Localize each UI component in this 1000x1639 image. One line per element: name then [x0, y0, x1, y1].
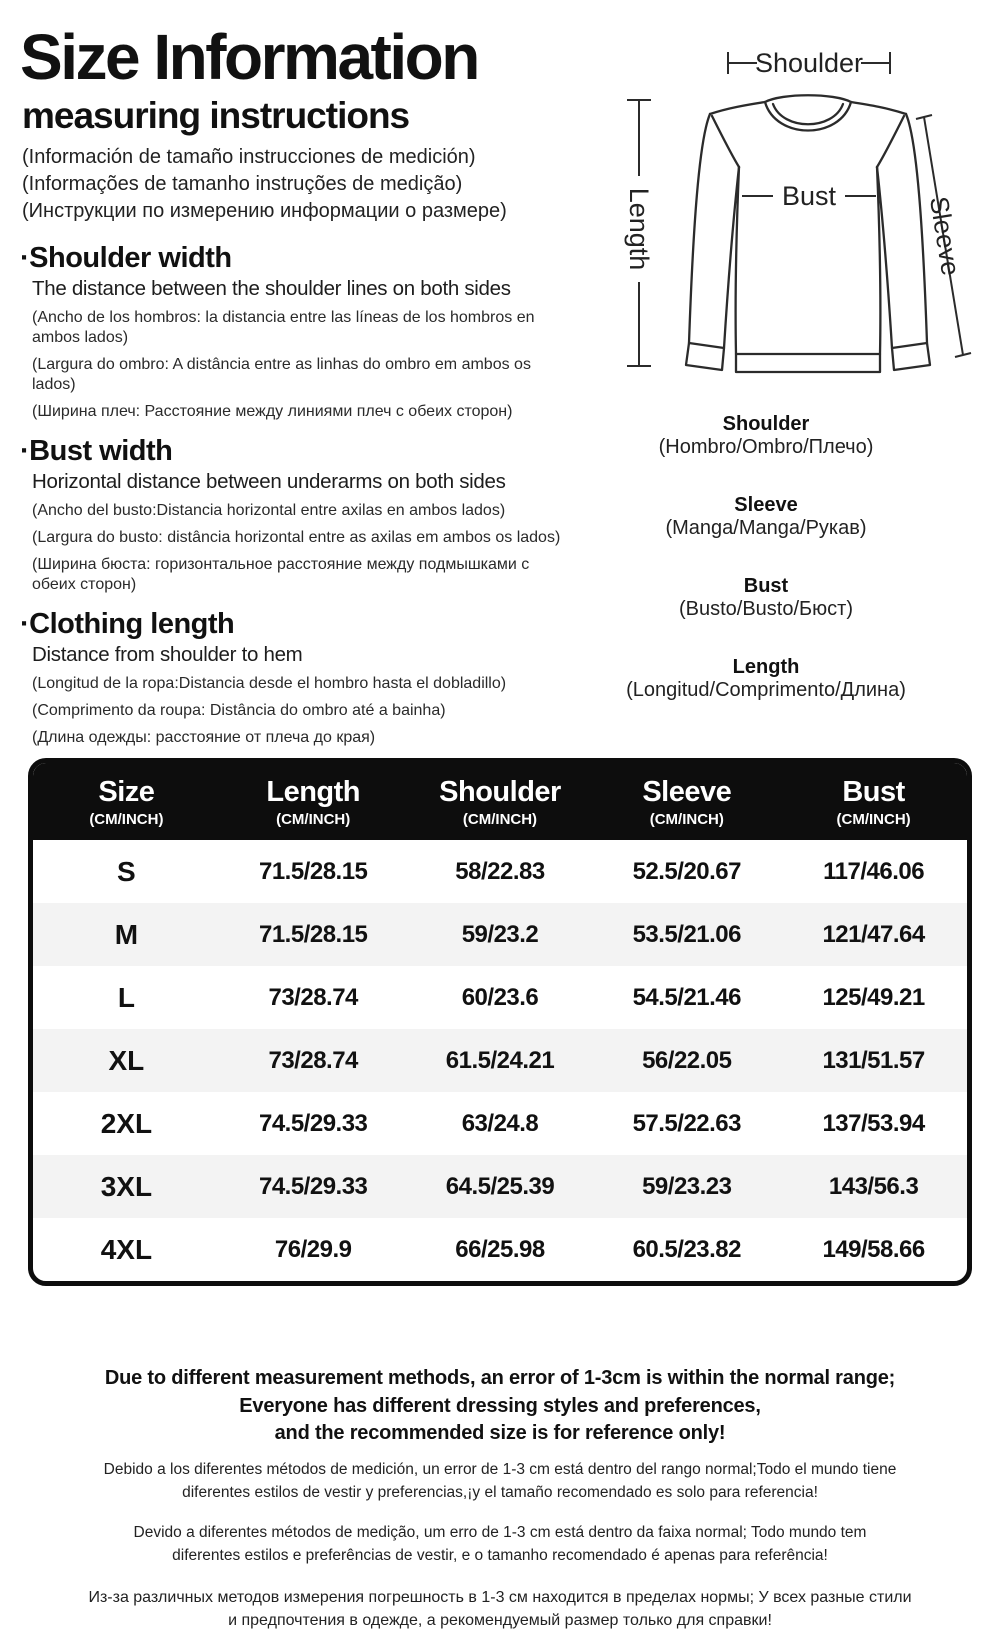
page-title: Size Information — [20, 21, 478, 93]
footer-line: and the recommended size is for reference only! — [274, 1422, 726, 1444]
table-row — [33, 966, 967, 1029]
column-header: Sleeve (CM/INCH) — [642, 776, 732, 828]
measure-sections — [20, 241, 582, 760]
footer-line: Debido a los diferentes métodos de medición, un error de 1-3 cm está dentro del rango normal;Todo el mundo tiene — [103, 1461, 897, 1478]
footer-note-russian — [0, 1587, 1000, 1632]
page-subtitle: measuring instructions — [22, 95, 410, 137]
footer-note-portuguese — [0, 1522, 1000, 1567]
legend-name: Shoulder — [722, 413, 810, 435]
measurement-cell: 76/29.9 — [274, 1235, 352, 1263]
size-cell: 2XL — [100, 1107, 153, 1139]
column-header: Length (CM/INCH) — [266, 776, 361, 828]
measurement-cell: 60.5/23.82 — [632, 1235, 741, 1263]
legend-item-length — [556, 655, 976, 702]
size-cell: 3XL — [100, 1170, 153, 1202]
measure-section-bust — [20, 434, 582, 595]
section-heading: ·Clothing length — [20, 608, 235, 640]
size-cell: S — [117, 855, 136, 887]
section-translation-pt: (Largura do busto: distância horizontal entre as axilas em ambos os lados) — [32, 529, 561, 546]
measurement-cell: 121/47.64 — [822, 920, 925, 948]
footer-note-english — [0, 1365, 1000, 1448]
footer-line: diferentes estilos e preferências de vestir, e o tamanho recomendado é apenas para referência! — [172, 1546, 828, 1564]
measurement-cell: 125/49.21 — [822, 983, 925, 1011]
measurement-cell: 74.5/29.33 — [258, 1109, 368, 1137]
diagram-label-length: Length — [624, 187, 654, 271]
section-description: Horizontal distance between underarms on both sides — [32, 470, 506, 493]
column-header: Shoulder (CM/INCH) — [439, 776, 561, 828]
footer-line: Devido a diferentes métodos de medição, um erro de 1-3 cm está dentro da faixa normal; Todo mundo tem — [133, 1524, 867, 1541]
measurement-cell: 53.5/21.06 — [632, 920, 741, 948]
measurement-cell: 66/25.98 — [455, 1235, 545, 1263]
size-cell: 4XL — [100, 1233, 153, 1265]
title-translation-es: (Información de tamaño instrucciones de medición) — [22, 146, 476, 169]
size-cell: M — [114, 918, 139, 950]
measurement-cell: 117/46.06 — [823, 857, 925, 885]
diagram-label-shoulder: Shoulder — [754, 48, 864, 78]
measurement-cell: 52.5/20.67 — [632, 857, 741, 885]
measurement-cell: 57.5/22.63 — [632, 1109, 741, 1137]
section-translation-es: (Ancho del busto:Distancia horizontal entre axilas en ambos lados) — [32, 502, 506, 519]
diagram-label-sleeve: Sleeve — [923, 194, 967, 278]
measurement-cell: 71.5/28.15 — [258, 920, 368, 948]
measurement-cell: 61.5/24.21 — [445, 1046, 555, 1074]
table-row — [33, 903, 967, 966]
measurement-cell: 143/56.3 — [828, 1172, 919, 1200]
size-cell: L — [117, 981, 135, 1013]
measurement-cell: 60/23.6 — [461, 983, 539, 1011]
section-heading: ·Shoulder width — [20, 242, 232, 274]
table-row — [33, 840, 967, 903]
measurement-cell: 59/23.23 — [642, 1172, 732, 1200]
section-translation-ru: (Ширина плеч: Расстояние между линиями плеч с обеих сторон) — [32, 403, 513, 420]
legend-translation: (Manga/Manga/Рукав) — [665, 517, 867, 539]
section-translation-es: (Longitud de la ropa:Distancia desde el hombro hasta el dobladillo) — [32, 675, 507, 692]
measurement-cell: 74.5/29.33 — [258, 1172, 368, 1200]
measurement-cell: 59/23.2 — [461, 920, 539, 948]
size-table-header-row — [33, 763, 967, 840]
section-translation-es: (Ancho de los hombros: la distancia entre las líneas de los hombros en ambos lados) — [32, 309, 535, 346]
measurement-cell: 71.5/28.15 — [258, 857, 368, 885]
section-translation-pt: (Comprimento da roupa: Distância do ombro até a bainha) — [32, 702, 446, 719]
title-block — [20, 21, 580, 225]
legend-item-bust — [556, 574, 976, 621]
measurement-cell: 63/24.8 — [461, 1109, 539, 1137]
table-row — [33, 1155, 967, 1218]
measure-section-shoulder — [20, 241, 582, 422]
size-table — [28, 758, 972, 1286]
footer-line: Everyone has different dressing styles and preferences, — [239, 1394, 761, 1417]
footer-line: Due to different measurement methods, an error of 1-3cm is within the normal range; — [104, 1367, 896, 1389]
footer-note-spanish — [0, 1459, 1000, 1504]
measure-section-length — [20, 607, 582, 748]
legend-translation: (Longitud/Comprimento/Длина) — [626, 679, 906, 701]
sweater-diagram — [560, 18, 1000, 403]
footer-line: и предпочтения в одежде, а рекомендуемый размер только для справки! — [228, 1611, 772, 1629]
measurement-cell: 56/22.05 — [642, 1046, 732, 1074]
title-translation-pt: (Informações de tamanho instruções de medição) — [22, 173, 463, 196]
section-translation-ru: (Ширина бюста: горизонтальное расстояние между подмышками с обеих сторон) — [32, 556, 530, 593]
footer-line: Из-за различных методов измерения погрешность в 1-3 см находится в пределах нормы; У всех разные стили — [88, 1589, 912, 1606]
table-row — [33, 1218, 967, 1281]
measurement-cell: 137/53.94 — [822, 1109, 925, 1137]
measurement-cell: 73/28.74 — [268, 1046, 358, 1074]
legend-translation: (Busto/Busto/Бюст) — [678, 598, 853, 620]
measurement-cell: 131/51.57 — [822, 1046, 925, 1074]
measurement-cell: 149/58.66 — [822, 1235, 925, 1263]
section-translation-pt: (Largura do ombro: A distância entre as linhas do ombro em ambos os lados) — [32, 356, 531, 393]
legend-item-shoulder — [556, 412, 976, 459]
legend-name: Length — [732, 656, 800, 678]
column-header: Bust (CM/INCH) — [836, 776, 911, 828]
title-translation-ru: (Инструкции по измерению информации о размере) — [22, 200, 507, 223]
size-cell: XL — [108, 1044, 145, 1076]
measurement-cell: 54.5/21.46 — [632, 983, 741, 1011]
legend-item-sleeve — [556, 493, 976, 540]
column-header: Size (CM/INCH) — [89, 776, 164, 828]
size-table-body — [33, 840, 967, 1281]
section-translation-ru: (Длина одежды: расстояние от плеча до края) — [32, 729, 376, 746]
section-heading: ·Bust width — [20, 435, 173, 467]
measurement-cell: 64.5/25.39 — [445, 1172, 555, 1200]
footer-line: diferentes estilos de vestir y preferencias,¡y el tamaño recomendado es solo para referencia! — [182, 1483, 818, 1501]
table-row — [33, 1029, 967, 1092]
section-description: Distance from shoulder to hem — [32, 643, 303, 666]
legend-name: Sleeve — [734, 494, 798, 516]
legend-name: Bust — [743, 575, 789, 597]
diagram-legend — [556, 412, 976, 736]
measurement-cell: 58/22.83 — [455, 857, 545, 885]
legend-translation: (Hombro/Ombro/Плечо) — [658, 436, 874, 458]
measurement-cell: 73/28.74 — [268, 983, 358, 1011]
diagram-label-bust: Bust — [781, 181, 837, 211]
sweater-outline-icon — [560, 18, 1000, 403]
table-row — [33, 1092, 967, 1155]
section-description: The distance between the shoulder lines on both sides — [32, 277, 511, 300]
